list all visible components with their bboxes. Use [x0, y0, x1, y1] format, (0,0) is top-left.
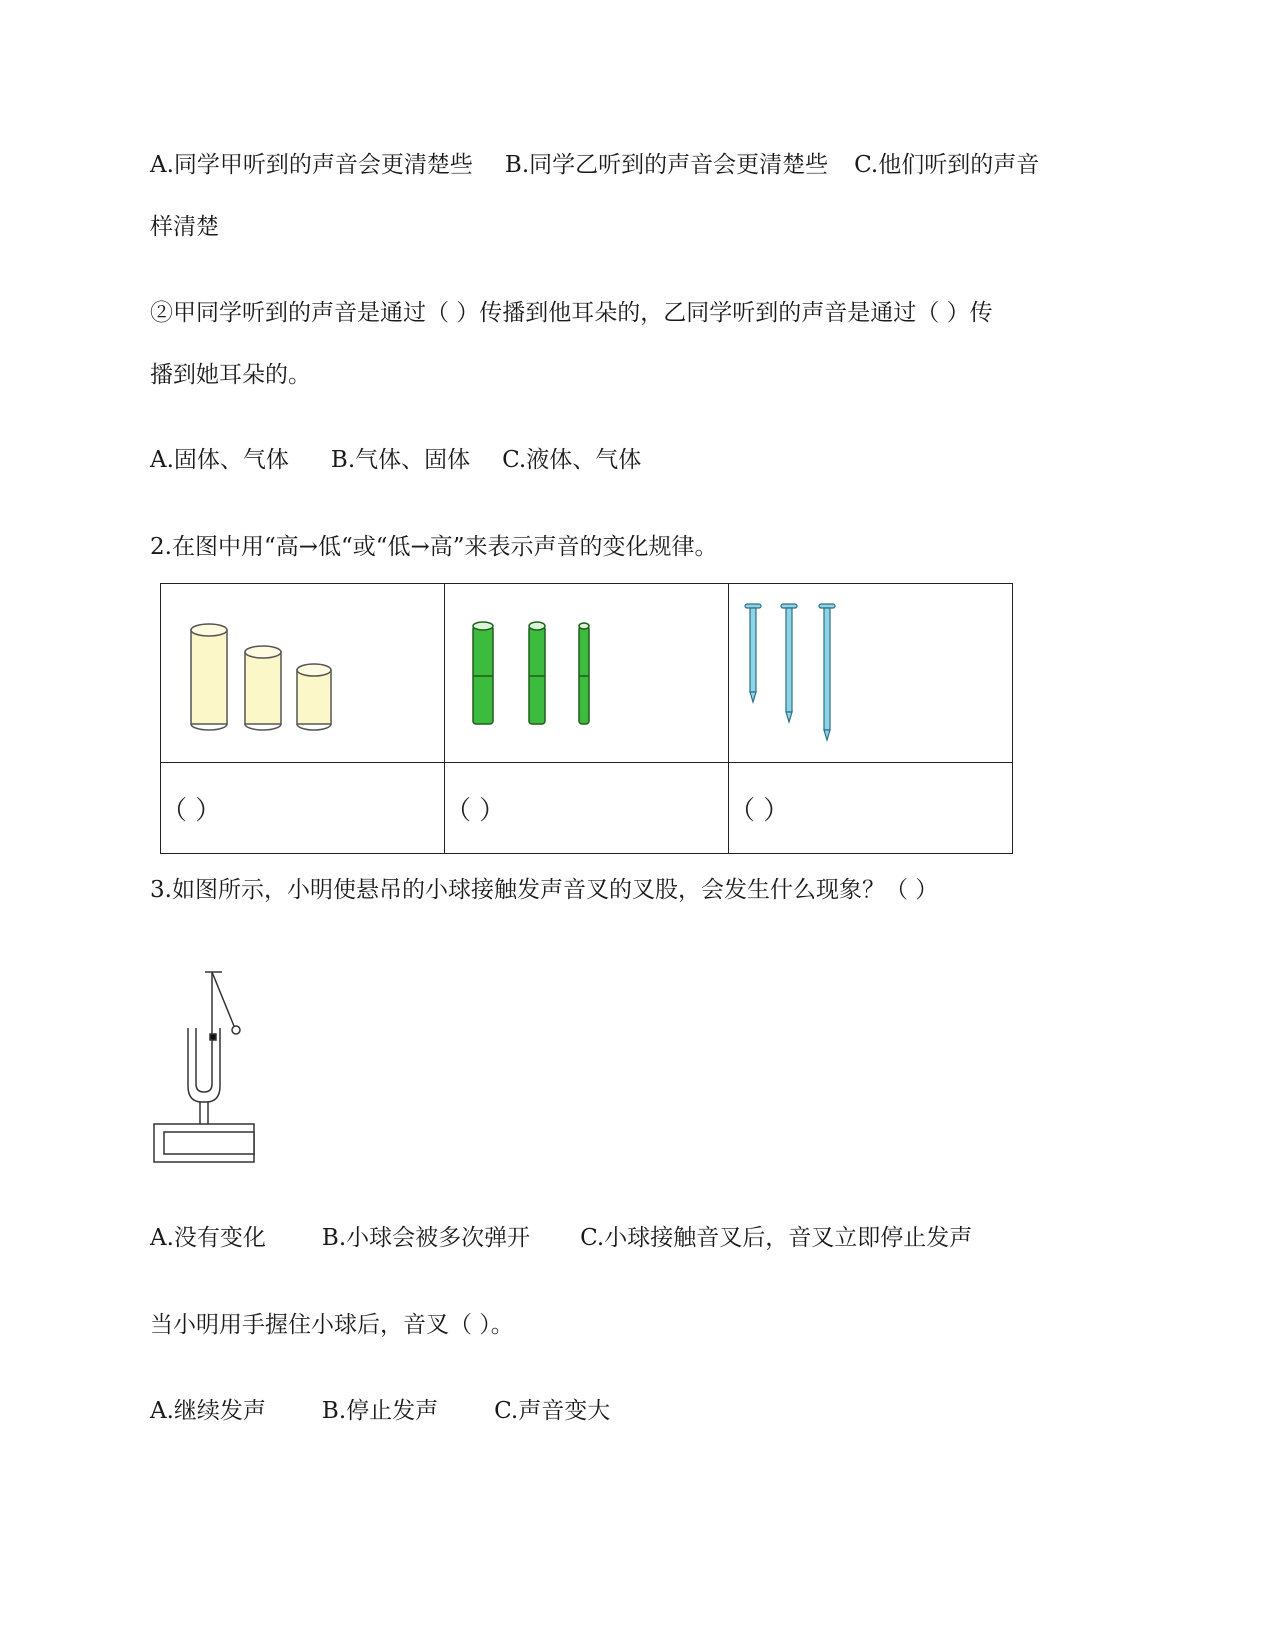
- q1-sub2-options-row: [150, 445, 641, 475]
- q2-figure-table: [160, 583, 1013, 854]
- q3-followup-option-c: C.声音变大: [494, 1398, 611, 1424]
- q1-sub2-option-b: B.气体、固体: [330, 447, 471, 473]
- q1-option-a: A.同学甲听到的声音会更清楚些: [150, 152, 473, 178]
- q1-option-b: B.同学乙听到的声音会更清楚些: [504, 152, 829, 178]
- q2-cell-nails: [729, 584, 1013, 763]
- cylinders-icon: [161, 584, 444, 762]
- q3-option-b: B.小球会被多次弹开: [321, 1225, 531, 1251]
- q1-option-c: C.他们听到的声音: [854, 152, 1040, 178]
- q3-followup-option-b: B.停止发声: [321, 1398, 439, 1424]
- q2-prompt: 2.在图中用“高→低“或“低→高”来表示声音的变化规律。: [150, 534, 718, 560]
- q2-cell-bamboo: [445, 584, 729, 763]
- q1-sub2-option-c: C.液体、气体: [502, 447, 642, 473]
- q3-option-a: A.没有变化: [150, 1225, 266, 1251]
- q3-followup-option-a: A.继续发声: [150, 1398, 266, 1424]
- q2-cell-cylinders: [161, 584, 445, 763]
- q1-sub2-line2: 播到她耳朵的。: [150, 362, 311, 388]
- q1-sub2-line1: ②甲同学听到的声音是通过（ ）传播到他耳朵的，乙同学听到的声音是通过（ ）传: [150, 300, 993, 326]
- q2-answer-1[interactable]: （ ）: [161, 763, 445, 854]
- q3-followup: 当小明用手握住小球后，音叉（ ）。: [150, 1312, 514, 1338]
- tuning-fork-icon: [150, 968, 260, 1168]
- q3-options-row: [150, 1223, 972, 1253]
- q1-option-c-continued: 样清楚: [150, 214, 219, 240]
- nails-icon: [729, 584, 1012, 762]
- tuning-fork-figure: [150, 968, 260, 1168]
- q3-followup-options-row: [150, 1396, 610, 1426]
- bamboo-tubes-icon: [445, 584, 728, 762]
- q1-options-row: [150, 150, 1039, 180]
- q2-answer-3[interactable]: （ ）: [729, 763, 1013, 854]
- q1-sub2-option-a: A.固体、气体: [150, 447, 289, 473]
- q3-prompt: 3.如图所示，小明使悬吊的小球接触发声音叉的叉股，会发生什么现象？（ ）: [150, 877, 939, 903]
- q2-answer-2[interactable]: （ ）: [445, 763, 729, 854]
- q3-option-c: C.小球接触音叉后，音叉立即停止发声: [580, 1225, 973, 1251]
